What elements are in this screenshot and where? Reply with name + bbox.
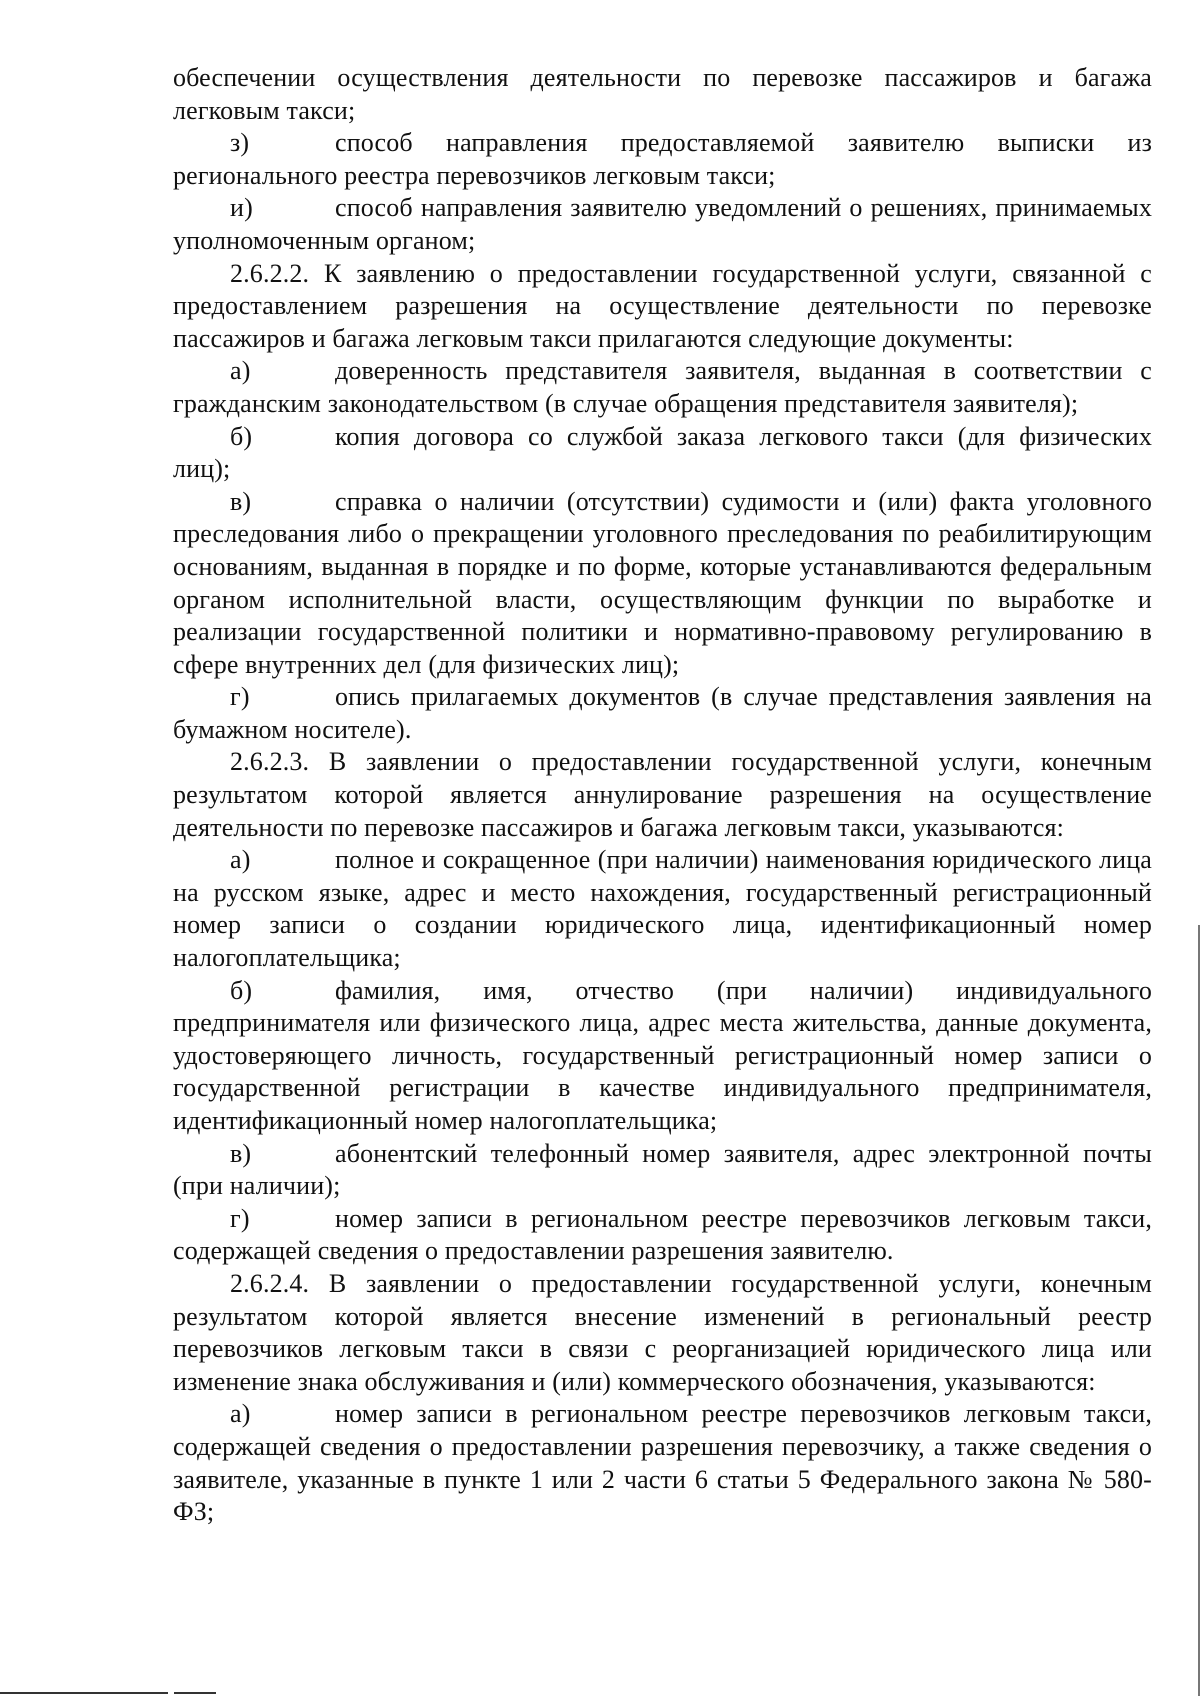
list-item-i xyxy=(173,192,1152,257)
list-item-a xyxy=(173,1398,1152,1528)
document-body xyxy=(173,62,1152,1529)
list-item-label: б) xyxy=(230,975,253,1005)
list-item-text: номер записи в региональном реестре перевозчиков легковым такси, содержащей сведения о предоставлении разрешения заявителю. xyxy=(173,1203,1152,1266)
list-item-label: а) xyxy=(230,845,251,875)
list-item-text: опись прилагаемых документов (в случае представления заявления на бумажном носителе). xyxy=(173,682,1152,744)
list-item-label: и) xyxy=(230,193,253,223)
list-item-label: з) xyxy=(230,128,250,158)
list-item-label: а) xyxy=(230,1399,251,1429)
section-text: 2.6.2.3. В заявлении о предоставлении государственной услуги, конечным результатом которой является аннулирование разрешения на осуществление деятельности по перевозке пассажиров и багажа легковым такси, указываются: xyxy=(173,747,1152,842)
list-item-label: г) xyxy=(230,1203,250,1233)
paragraph-text: обеспечении осуществления деятельности по перевозке пассажиров и багажа легковым такси; xyxy=(173,63,1152,125)
list-item-v xyxy=(173,486,1152,682)
list-item-text: фамилия, имя, отчество (при наличии) индивидуального предпринимателя или физического лица, адрес места жительства, данные документа, удостоверяющего личность, государственный регистрационный номер записи о государственной регистрации в качестве индивидуального предпринимателя, идентификационный номер налогоплательщика; xyxy=(173,975,1152,1135)
list-item-text: способ направления заявителю уведомлений о решениях, принимаемых уполномоченным органом; xyxy=(173,193,1152,255)
footer-scan-line xyxy=(174,1692,216,1694)
list-item-label: в) xyxy=(230,486,252,516)
section-2-6-2-2 xyxy=(173,258,1152,356)
list-item-text: полное и сокращенное (при наличии) наименования юридического лица на русском языке, адрес и место нахождения, государственный регистрационный номер записи о создании юридического лица, идентификационный номер налогоплательщика; xyxy=(173,845,1152,973)
list-item-text: справка о наличии (отсутствии) судимости и (или) факта уголовного преследования либо о прекращении уголовного преследования по реабилитирующим основаниям, выданная в порядке и по форме, которые устанавливаются федеральным органом исполнительной власти, осуществляющим функции по выработке и реализации государственной политики и нормативно-правовому регулированию в сфере внутренних дел (для физических лиц); xyxy=(173,486,1152,679)
list-item-a xyxy=(173,355,1152,420)
list-item-text: способ направления предоставляемой заявителю выписки из регионального реестра перевозчиков легковым такси; xyxy=(173,128,1152,190)
list-item-text: абонентский телефонный номер заявителя, адрес электронной почты (при наличии); xyxy=(173,1138,1152,1201)
list-item-label: б) xyxy=(230,421,253,451)
list-item-label: а) xyxy=(230,356,251,386)
paragraph-transport-support xyxy=(173,62,1152,127)
section-text: 2.6.2.4. В заявлении о предоставлении государственной услуги, конечным результатом которой является внесение изменений в региональный реестр перевозчиков легковым такси в связи с реорганизацией юридического лица или изменение знака обслуживания и (или) коммерческого обозначения, указываются: xyxy=(173,1268,1152,1396)
list-item-g xyxy=(173,681,1152,746)
list-item-z xyxy=(173,127,1152,192)
list-item-text: номер записи в региональном реестре перевозчиков легковым такси, содержащей сведения о предоставлении разрешения перевозчику, а также сведения о заявителе, указанные в пункте 1 или 2 части 6 статьи 5 Федерального закона № 580-ФЗ; xyxy=(173,1399,1152,1527)
section-2-6-2-4 xyxy=(173,1268,1152,1398)
list-item-label: г) xyxy=(230,682,250,712)
list-item-g xyxy=(173,1203,1152,1268)
footer-scan-line xyxy=(0,1692,168,1694)
section-text: 2.6.2.2. К заявлению о предоставлении государственной услуги, связанной с предоставлением разрешения на осуществление деятельности по перевозке пассажиров и багажа легковым такси прилагаются следующие документы: xyxy=(173,258,1152,353)
list-item-text: доверенность представителя заявителя, выданная в соответствии с гражданским законодательством (в случае обращения представителя заявителя); xyxy=(173,356,1152,418)
list-item-b xyxy=(173,975,1152,1138)
section-2-6-2-3 xyxy=(173,746,1152,844)
list-item-v xyxy=(173,1138,1152,1203)
list-item-label: в) xyxy=(230,1138,252,1168)
list-item-a xyxy=(173,844,1152,974)
list-item-text: копия договора со службой заказа легкового такси (для физических лиц); xyxy=(173,421,1152,484)
list-item-b xyxy=(173,421,1152,486)
